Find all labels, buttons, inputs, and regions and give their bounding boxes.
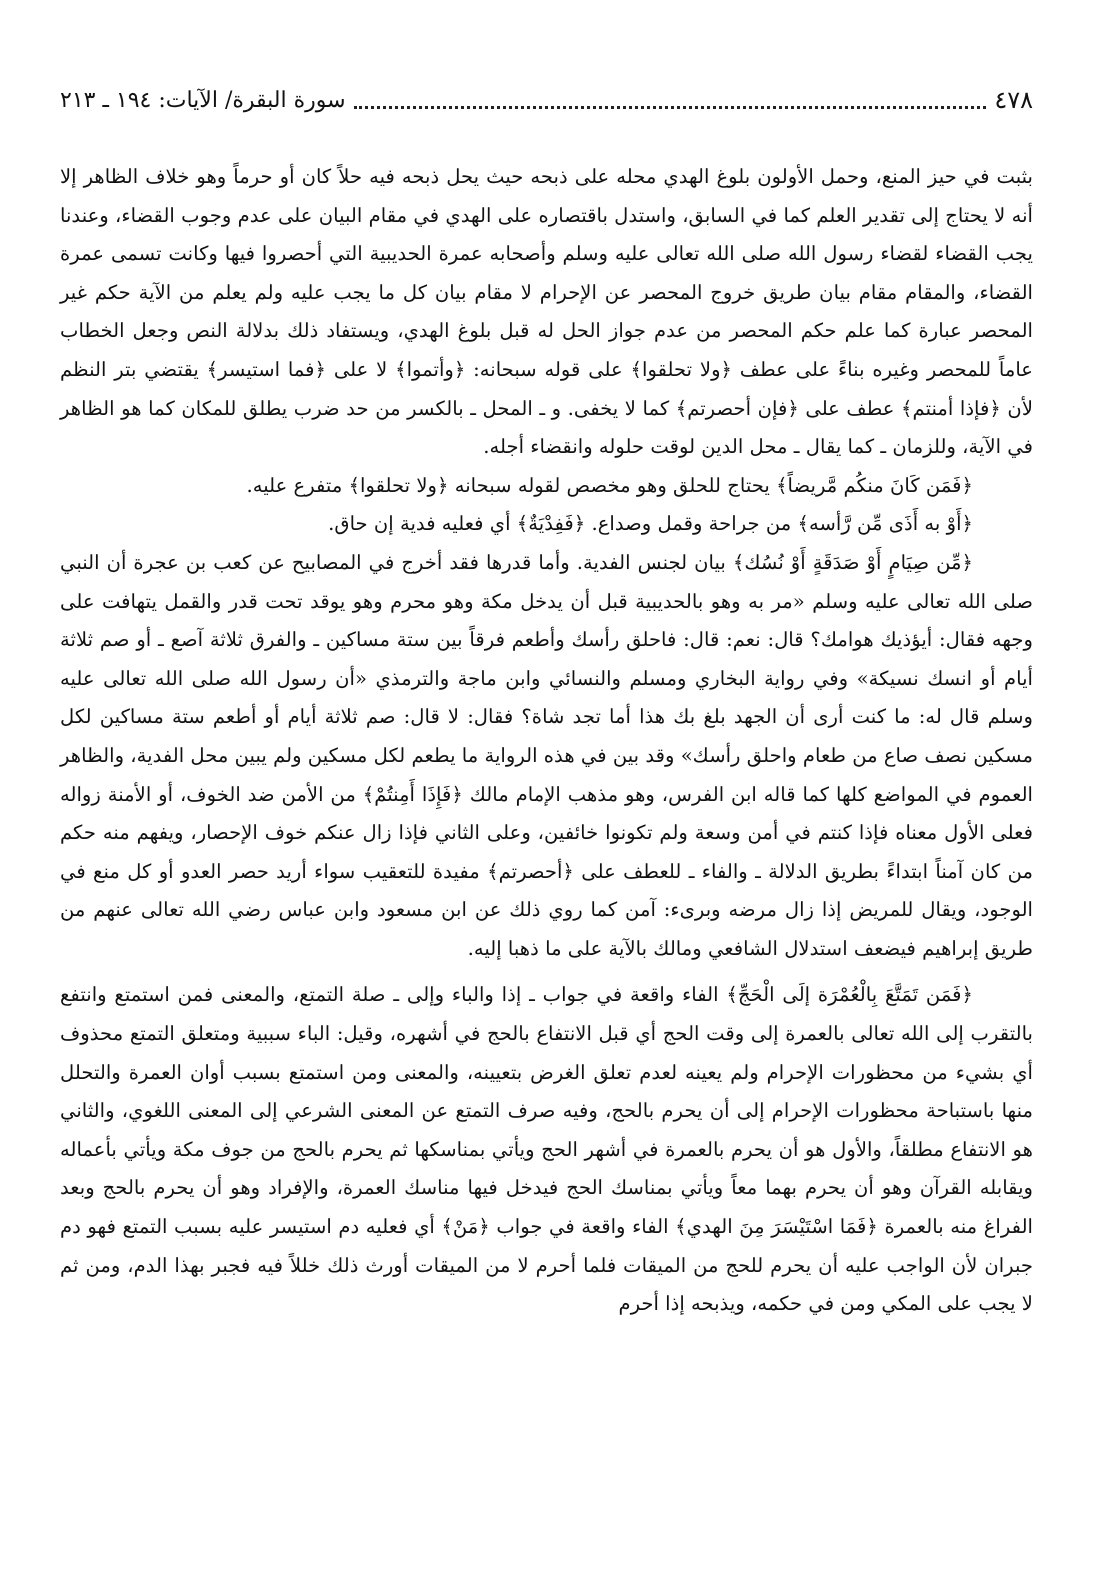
header-dot-leader	[354, 92, 987, 109]
paragraph-4: ﴿مِّن صِيَامٍ أَوْ صَدَقَةٍ أَوْ نُسُك﴾ بيان لجنس الفدية. وأما قدرها فقد أخرج في المصابيح عن كعب بن عجرة أن النبي صلى الله تعالى عليه وسلم «مر به وهو بالحديبية قبل أن يدخل مكة وهو محرم وهو يوقد تحت قدر والقمل يتهافت على وجهه فقال: أيؤذيك هوامك؟ قال: نعم: قال: فاحلق رأسك وأطعم فرقاً بين ستة مساكين ـ والفرق ثلاثة آصع ـ أو صم ثلاثة أيام أو انسك نسيكة» وفي رواية البخاري ومسلم والنسائي وابن ماجة والترمذي «أن رسول الله صلى الله تعالى عليه وسلم قال له: ما كنت أرى أن الجهد بلغ بك هذا أما تجد شاة؟ فقال: لا قال: صم ثلاثة أيام أو أطعم ستة مساكين لكل مسكين نصف صاع من طعام واحلق رأسك» وقد بين في هذه الرواية ما يطعم لكل مسكين ولم يبين محل الفدية، والظاهر العموم في المواضع كلها كما قاله ابن الفرس، وهو مذهب الإمام مالك ﴿فَإِذَا أَمِنتُمْ﴾ من الأمن ضد الخوف، أو الأمنة زواله فعلى الأول معناه فإذا كنتم في أمن وسعة ولم تكونوا خائفين، وعلى الثاني فإذا زال عنكم خوف الإحصار، ويفهم منه حكم من كان آمناً ابتداءً بطريق الدلالة ـ والفاء ـ للعطف على ﴿أحصرتم﴾ مفيدة للتعقيب سواء أريد حصر العدو أو كل منع في الوجود، ويقال للمريض إذا زال مرضه وبرىء: آمن كما روي ذلك عن ابن مسعود وابن عباس رضي الله تعالى عنهم من طريق إبراهيم فيضعف استدلال الشافعي ومالك بالآية على ما ذهبا إليه.	[60, 550, 1033, 960]
page-number: ٤٧٨	[994, 86, 1033, 114]
paragraph-2: ﴿فَمَن كَانَ منكُم مَّريضاً﴾ يحتاج للحلق وهو مخصص لقوله سبحانه ﴿ولا تحلقوا﴾ متفرع عليه.	[246, 473, 973, 497]
page-header	[60, 80, 1033, 120]
paragraph-3: ﴿أَوْ به أَذَى مِّن رَّأسه﴾ من جراحة وقمل وصداع. ﴿فَفِدْيَةٌ﴾ أي فعليه فدية إن حاق.	[328, 512, 973, 536]
paragraph-1: بثبت في حيز المنع، وحمل الأولون بلوغ الهدي محله على ذبحه حيث يحل ذبحه فيه حلاً كان أو حرماً وهو خلاف الظاهر إلا أنه لا يحتاج إلى تقدير العلم كما في السابق، واستدل باقتصاره على الهدي في مقام البيان على عدم وجوب القضاء، وعندنا يجب القضاء لقضاء رسول الله صلى الله تعالى عليه وسلم وأصحابه عمرة الحديبية التي أحصروا فيها وكانت تسمى عمرة القضاء، والمقام مقام بيان طريق خروج المحصر عن الإحرام لا مقام بيان كل ما يجب عليه ولم يعلم من الآية حكم غير المحصر عبارة كما علم حكم المحصر من عدم جواز الحل له قبل بلوغ الهدي، ويستفاد ذلك بدلالة النص وجعل الخطاب عاماً للمحصر وغيره بناءً على عطف ﴿ولا تحلقوا﴾ على قوله سبحانه: ﴿وأتموا﴾ لا على ﴿فما استيسر﴾ يقتضي بتر النظم لأن ﴿فإذا أمنتم﴾ عطف على ﴿فإن أحصرتم﴾ كما لا يخفى. و ـ المحل ـ بالكسر من حد ضرب يطلق للمكان كما هو الظاهر في الآية، وللزمان ـ كما يقال ـ محل الدين لوقت حلوله وانقضاء أجله.	[60, 165, 1033, 459]
running-title: سورة البقرة/ الآيات: ١٩٤ ـ ٢١٣	[60, 87, 346, 113]
page-body	[60, 158, 1033, 1324]
paragraph-5: ﴿فَمَن تَمَتَّعَ بِالْعُمْرَة إلَى الْحَجِّ﴾ الفاء واقعة في جواب ـ إذا والباء وإلى ـ صلة التمتع، والمعنى فمن استمتع وانتفع بالتقرب إلى الله تعالى بالعمرة إلى وقت الحج أي قبل الانتفاع بالحج في أشهره، وقيل: الباء سببية ومتعلق التمتع محذوف أي بشيء من محظورات الإحرام ولم يعينه لعدم تعلق الغرض بتعيينه، والمعنى ومن استمتع بسبب أوان العمرة والتحلل منها باستباحة محظورات الإحرام إلى أن يحرم بالحج، وفيه صرف التمتع عن المعنى الشرعي إلى المعنى اللغوي، والثاني هو الانتفاع مطلقاً، والأول هو أن يحرم بالعمرة في أشهر الحج ويأتي بمناسكها ثم يحرم بالحج من جوف مكة ويأتي بأعماله ويقابله القرآن وهو أن يحرم بهما معاً ويأتي بمناسك الحج فيدخل فيها مناسك العمرة، والإفراد وهو أن يحرم بالحج وبعد الفراغ منه بالعمرة ﴿فَمَا اسْتَيْسَرَ مِنَ الهدي﴾ الفاء واقعة في جواب ﴿مَنْ﴾ أي فعليه دم استيسر عليه بسبب التمتع فهو دم جبران لأن الواجب عليه أن يحرم للحج من الميقات فلما أحرم لا من الميقات أورث ذلك خللاً فيه فجبر بهذا الدم، ومن ثم لا يجب على المكي ومن في حكمه، ويذبحه إذا أحرم	[60, 983, 1034, 1316]
